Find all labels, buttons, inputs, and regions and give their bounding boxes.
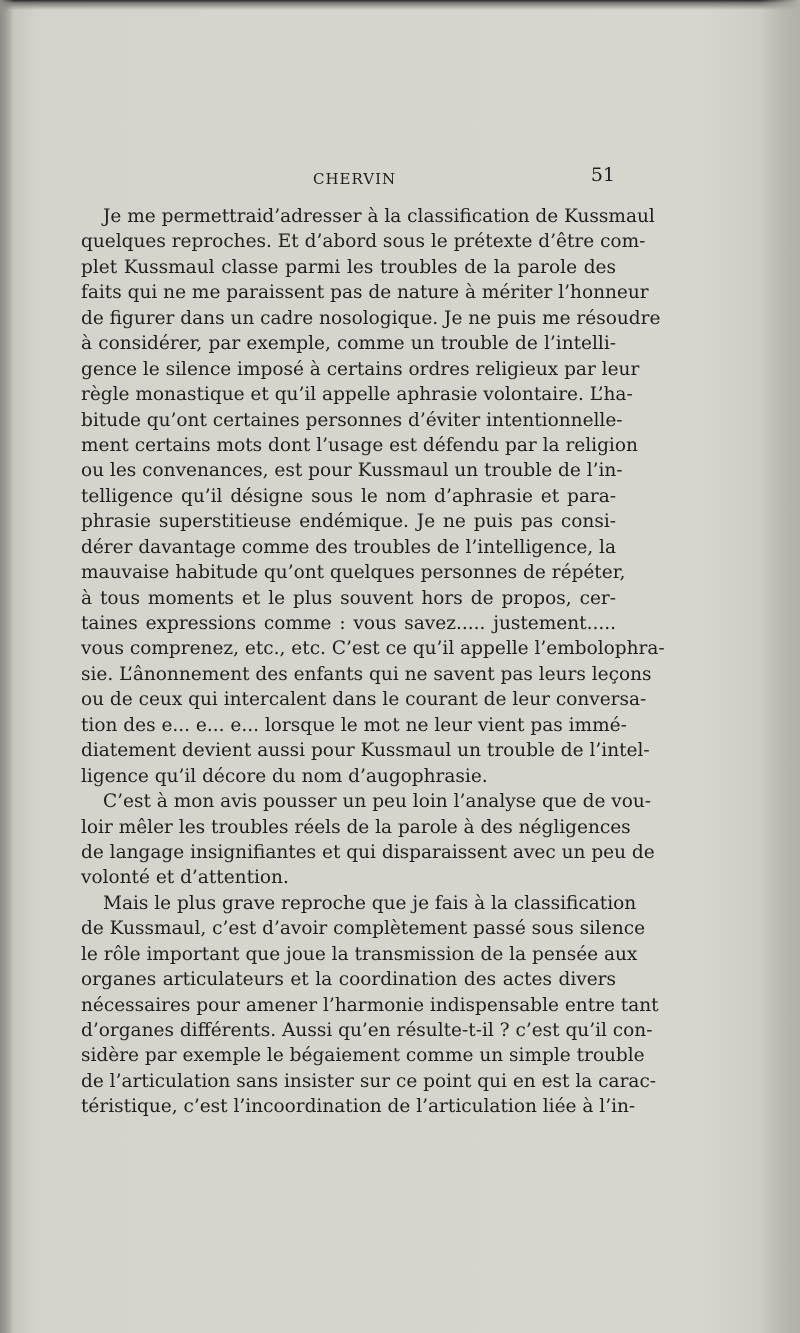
page-top-shadow [0, 0, 800, 10]
running-head-title: CHERVIN [313, 170, 397, 188]
body-text [81, 204, 665, 1120]
running-head [80, 164, 620, 192]
text-line: téristique, c’est l’incoordination de l’articulation liée à l’in- [81, 1096, 636, 1118]
text-line: mauvaise habitude qu’ont quelques personnes de répéter, [81, 562, 626, 584]
text-line: sidère par exemple le bégaiement comme un simple trouble [81, 1045, 645, 1067]
text-line: tion des e... e... e... lorsque le mot ne leur vient pas immé- [81, 714, 627, 736]
text-line: à tous moments et le plus souvent hors de propos, cer- [81, 587, 616, 609]
text-line: nécessaires pour amener l’harmonie indispensable entre tant [81, 994, 659, 1016]
text-line: ou les convenances, est pour Kussmaul un trouble de l’in- [81, 460, 623, 482]
text-line: quelques reproches. Et d’abord sous le prétexte d’être com- [81, 231, 646, 253]
text-line: le rôle important que joue la transmission de la pensée aux [81, 943, 638, 965]
page-left-edge [0, 0, 14, 1333]
text-line: plet Kussmaul classe parmi les troubles de la parole des [81, 256, 616, 278]
text-line: telligence qu’il désigne sous le nom d’aphrasie et para- [81, 485, 616, 507]
page-right-edge [760, 0, 800, 1333]
text-line: règle monastique et qu’il appelle aphrasie volontaire. L’ha- [81, 384, 633, 406]
text-line: phrasie superstitieuse endémique. Je ne puis pas consi- [81, 511, 616, 533]
text-line: Mais le plus grave reproche que je fais à la classification [103, 892, 637, 914]
text-line: dérer davantage comme des troubles de l’intelligence, la [81, 536, 616, 558]
text-line: de figurer dans un cadre nosologique. Je ne puis me résoudre [81, 307, 661, 329]
text-line: organes articulateurs et la coordination des actes divers [81, 969, 616, 991]
text-line: Je me permettraid’adresser à la classification de Kussmaul [103, 206, 655, 227]
text-line: faits qui ne me paraissent pas de nature à mériter l’honneur [81, 282, 649, 304]
text-line: sie. L’ânonnement des enfants qui ne savent pas leurs leçons [81, 663, 652, 685]
text-line: ou de ceux qui intercalent dans le courant de leur conversa- [81, 689, 647, 711]
text-line: de l’articulation sans insister sur ce point qui en est la carac- [81, 1070, 657, 1092]
text-line: ligence qu’il décore du nom d’augophrasie. [81, 765, 488, 787]
text-line: vous comprenez, etc., etc. C’est ce qu’il appelle l’embolophra- [81, 638, 665, 660]
text-line: gence le silence imposé à certains ordres religieux par leur [81, 358, 640, 380]
text-line: à considérer, par exemple, comme un trouble de l’intelli- [81, 333, 616, 355]
text-line: de langage insignifiantes et qui disparaissent avec un peu de [81, 841, 655, 863]
text-line: de Kussmaul, c’est d’avoir complètement passé sous silence [81, 918, 646, 940]
text-line: ment certains mots dont l’usage est défendu par la religion [81, 434, 638, 456]
text-line: volonté et d’attention. [81, 867, 289, 889]
text-line: loir mêler les troubles réels de la parole à des négligences [81, 816, 631, 838]
text-line: C’est à mon avis pousser un peu loin l’analyse que de vou- [103, 791, 652, 813]
text-line: bitude qu’ont certaines personnes d’éviter intentionnelle- [81, 409, 623, 431]
page-number: 51 [590, 164, 615, 186]
text-line: taines expressions comme : vous savez..... justement..... [81, 613, 616, 634]
text-line: d’organes différents. Aussi qu’en résulte-t-il ? c’est qu’il con- [81, 1020, 653, 1041]
text-line: diatement devient aussi pour Kussmaul un trouble de l’intel- [81, 740, 650, 762]
